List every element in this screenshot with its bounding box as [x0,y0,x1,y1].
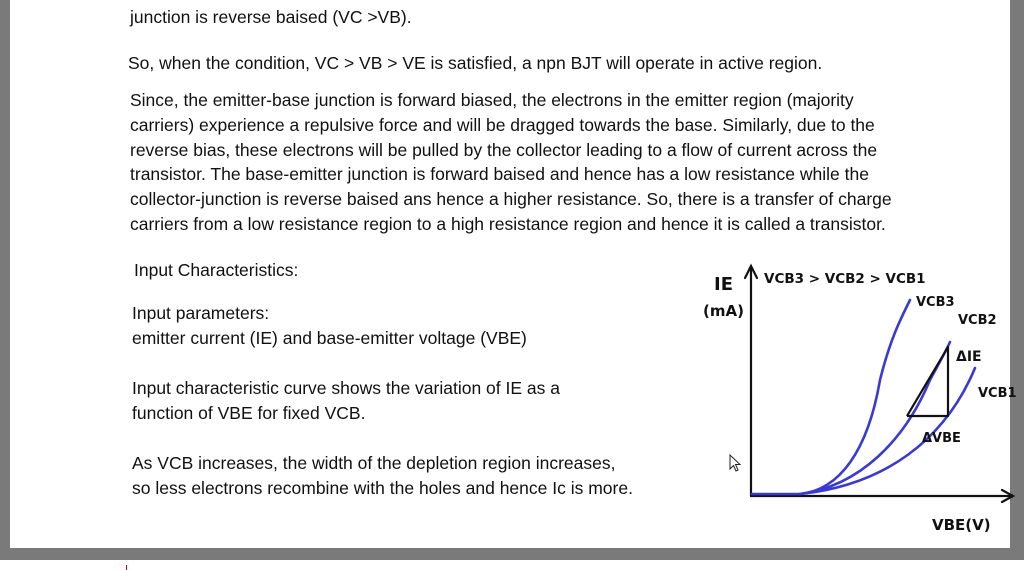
curve-label-vcb3: VCB3 [916,295,955,310]
paragraph-line: Input parameters: [132,303,270,323]
paragraph-line: carriers) experience a repulsive force and will be dragged towards the base. Similarly, due to the [130,115,875,135]
paragraph-line: emitter current (IE) and base-emitter voltage (VBE) [132,328,527,348]
curves [752,300,975,494]
paragraph-line: Input characteristic curve shows the variation of IE as a [132,378,560,398]
delta-vbe-label: ΔVBE [922,431,961,446]
paragraph-line: so less electrons recombine with the holes and hence Ic is more. [132,478,633,498]
delta-ie-label: ΔIE [956,349,982,365]
curve-label-vcb1: VCB1 [978,386,1017,401]
triangle [907,347,948,416]
condition-label: VCB3 > VCB2 > VCB1 [764,271,926,287]
x-axis-label: VBE(V) [932,516,991,534]
curve-vcb2 [800,342,950,494]
curve-label-vcb2: VCB2 [958,313,997,328]
paragraph-line: function of VBE for fixed VCB. [132,403,366,423]
paragraph-line: carriers from a low resistance region to a high resistance region and hence it is called a transistor. [130,214,886,234]
delta-triangle [907,347,948,416]
paragraph-line: reverse bias, these electrons will be pulled by the collector leading to a flow of current across the [130,140,878,160]
paragraph-line: As VCB increases, the width of the depletion region increases, [132,453,616,473]
y-axis-label: IE [714,274,733,295]
bottom-marker [126,565,127,570]
bottom-page-edge [0,560,1024,570]
paragraph-line: Since, the emitter-base junction is forward biased, the electrons in the emitter region (majority [130,90,854,110]
y-axis-unit: (mA) [703,302,744,320]
mouse-cursor-icon [730,455,740,471]
paragraph-line: collector-junction is reverse baised ans hence a higher resistance. So, there is a transfer of charge [130,189,892,209]
section-heading: Input Characteristics: [134,260,299,280]
paragraph-line: transistor. The base-emitter junction is forward baised and hence has a low resistance while the [130,164,869,184]
paragraph-line: So, when the condition, VC > VB > VE is satisfied, a npn BJT will operate in active region. [128,53,823,73]
paragraph-line: junction is reverse baised (VC >VB). [130,7,412,27]
